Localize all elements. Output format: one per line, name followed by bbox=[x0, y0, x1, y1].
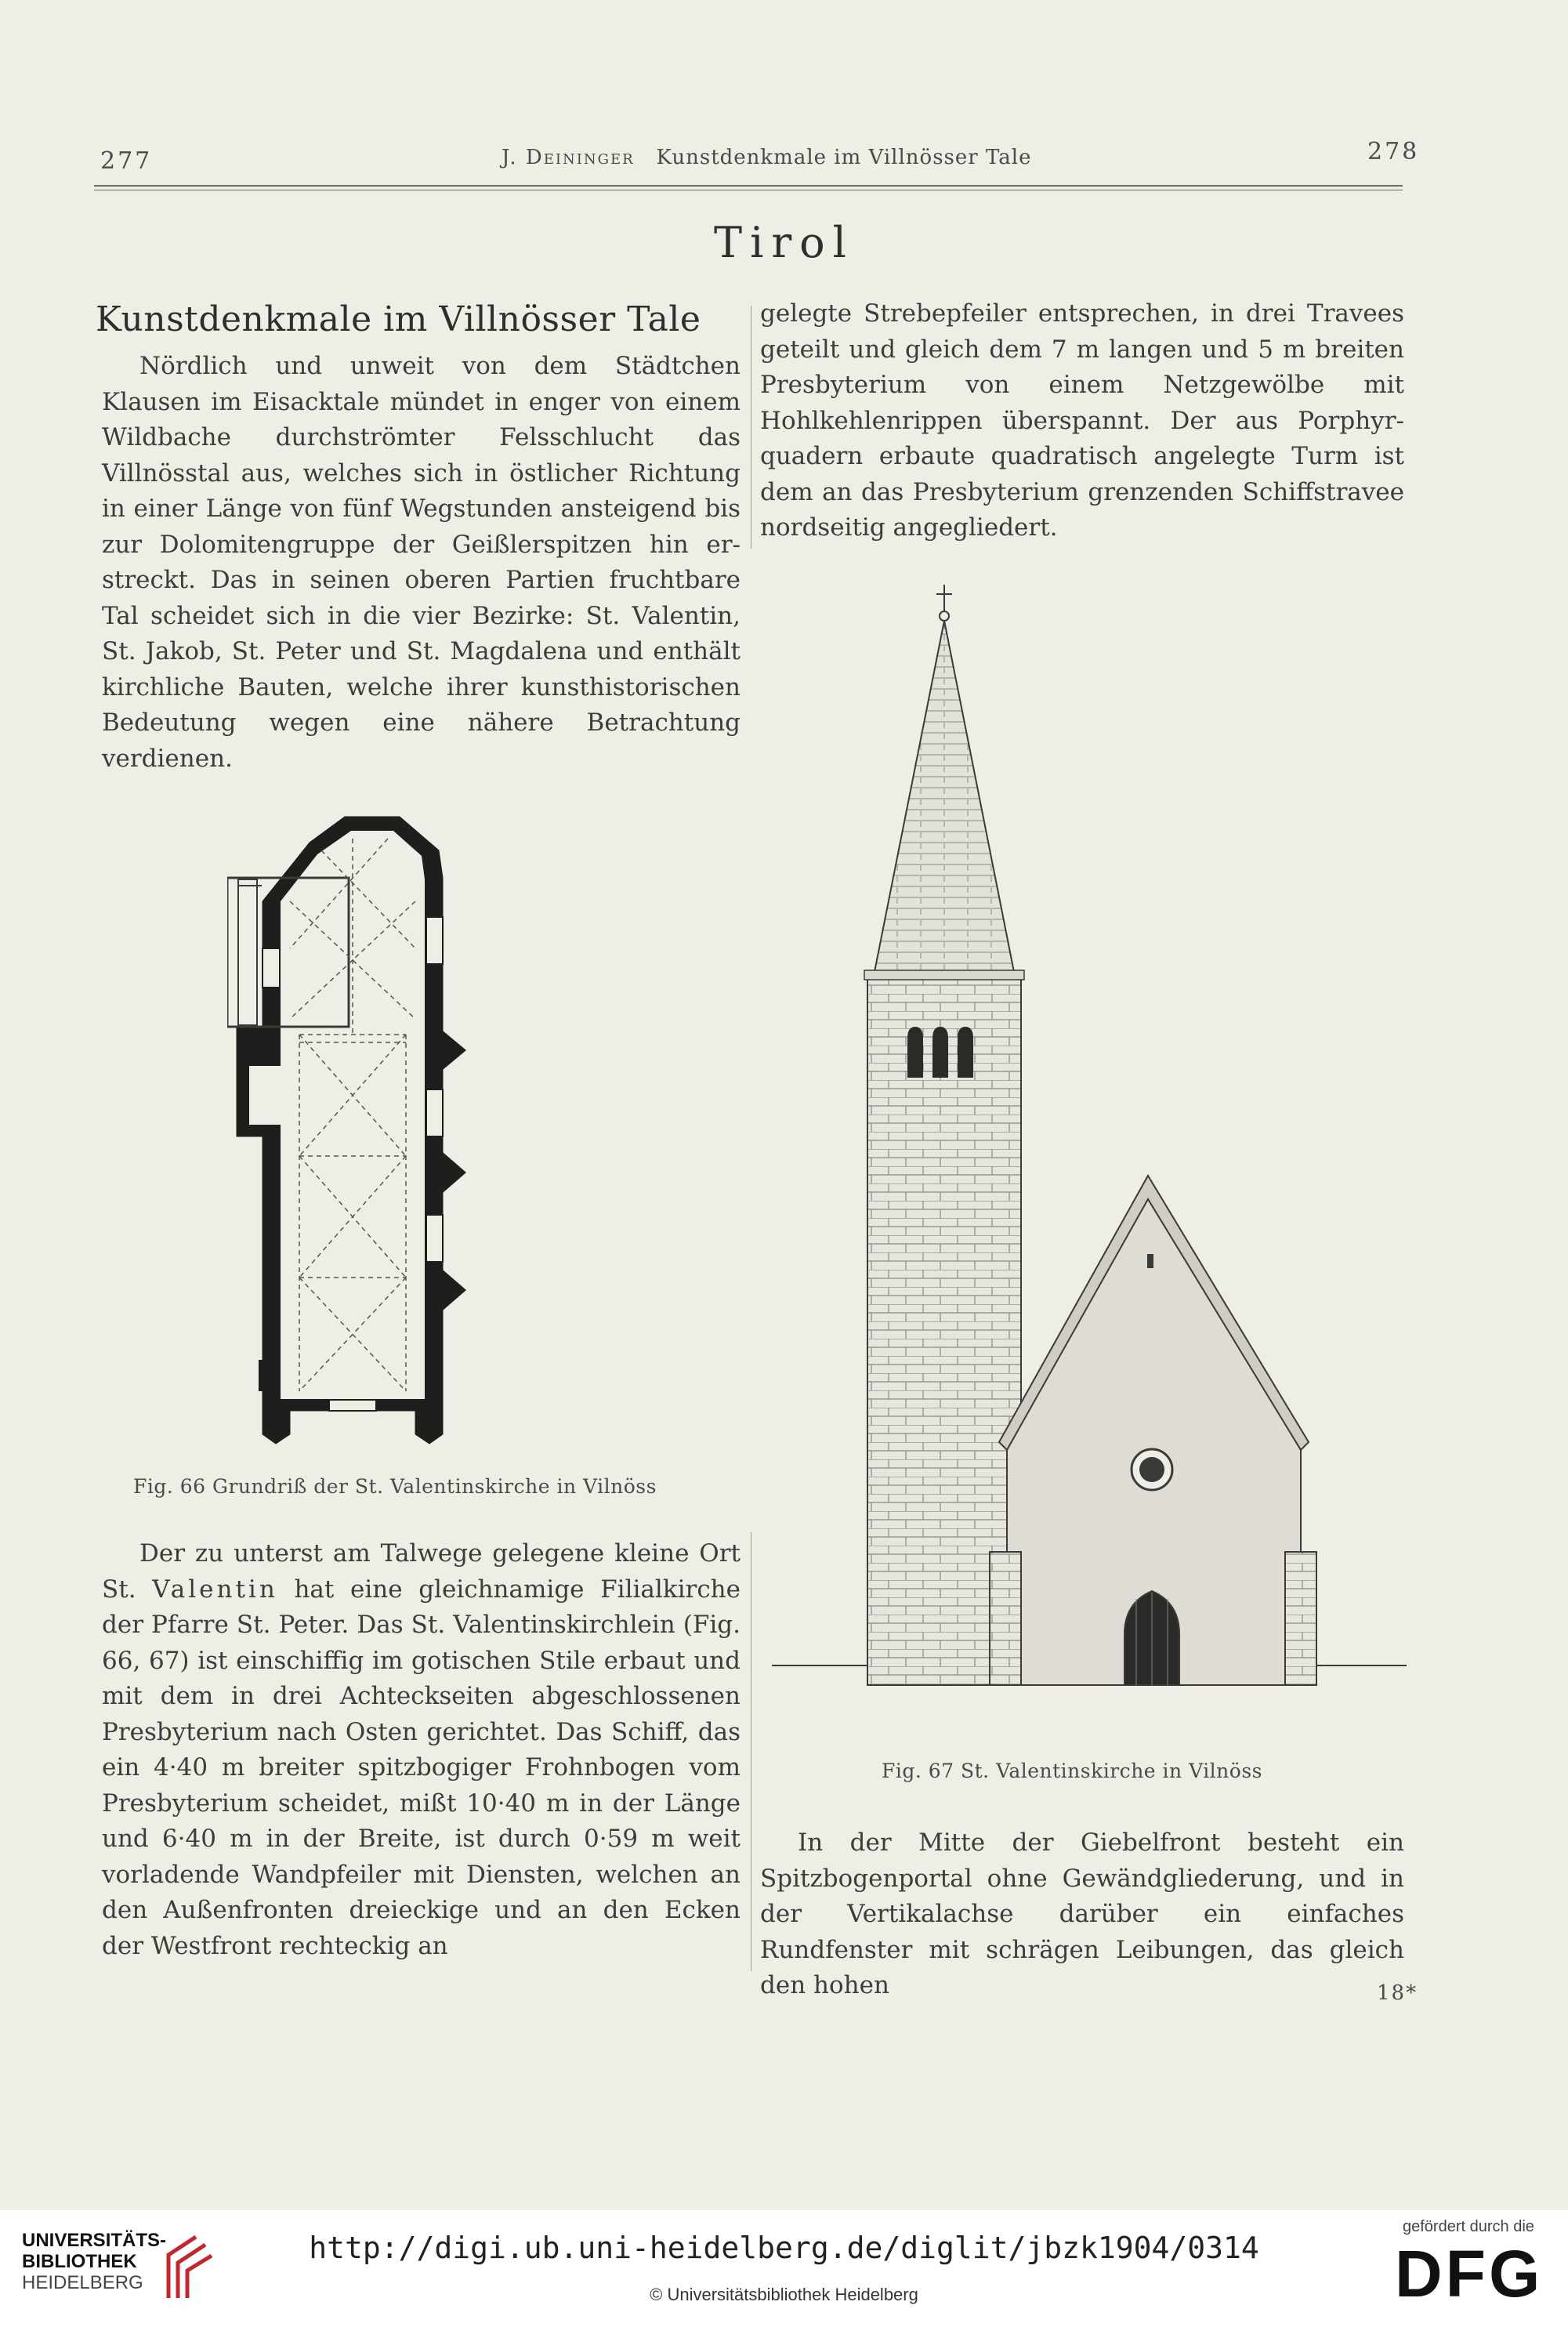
library-line-1: UNIVERSITÄTS- bbox=[22, 2230, 167, 2251]
valentin-paragraph bbox=[102, 1536, 741, 1964]
left-column-bottom bbox=[102, 1536, 741, 1964]
signature-mark: 18* bbox=[1377, 1981, 1418, 2005]
permalink-url[interactable]: http://digi.ub.uni-heidelberg.de/diglit/jbzk1904/0314 bbox=[309, 2231, 1259, 2265]
right-column-bottom bbox=[760, 1825, 1404, 2004]
floor-plan-figure bbox=[227, 807, 650, 1450]
valentin-text-2: hat eine gleichnamige Filialkirche der Pfarre St. Peter. Das St. Valentinskirchlein (Fig. 66, 67) ist einschiffig im gotischen Stile erbaut und mit dem in drei Achteckseiten abgeschlossenen Presbyterium nach Osten gerichtet. Das Schiff, das ein 4·40 m breiter spitzbogiger Frohnbogen vom Presbyterium scheidet, mißt 10·40 m in der Länge und 6·40 m in der Breite, ist durch 0·59 m weit vorladende Wandpfeiler mit Diensten, welchen an den Außenfronten dreieckige und an den Ecken der Westfront rechteckig an bbox=[102, 1575, 741, 1960]
intro-paragraph: Nördlich und unweit von dem Städtchen Klausen im Eisacktale mündet in enger von einem Wildbache durchströmter Felsschlucht das Villnösstal aus, welches sich in östlicher Richtung in einer Länge von fünf Wegstunden ansteigend bis zur Dolomitengruppe der Geißlerspitzen hin erstreckt. Das in seinen oberen Partien fruchtbare Tal scheidet sich in die vier Bezirke: St. Valentin, St. Jakob, St. Peter und St. Magdalena und enthält kirchliche Bauten, welche ihrer kunsthistorischen Bedeutung wegen eine nähere Betrachtung verdienen. bbox=[102, 352, 741, 773]
figure-67-caption: Fig. 67 St. Valentinskirche in Vilnöss bbox=[882, 1760, 1262, 1782]
right-bottom-paragraph: In der Mitte der Giebelfront besteht ein Spitzbogenportal ohne Gewändgliederung, und in der Vertikalachse darüber ein einfaches Rundfenster mit schrägen Leibungen, das gleich den hohen bbox=[760, 1829, 1404, 1999]
library-line-3: HEIDELBERG bbox=[22, 2272, 143, 2293]
running-head-author: J. Deininger bbox=[502, 146, 635, 169]
church-elevation-figure bbox=[768, 580, 1410, 1740]
valentin-text-1: Der zu unterst am Talwege gelegene kleine Ort St. bbox=[102, 1539, 741, 1604]
right-top-paragraph: gelegte Strebepfeiler entsprechen, in drei Travees geteilt und gleich dem 7 m langen und 5 m breiten Presbyterium von einem Netzgewölbe mit Hohlkehlenrippen überspannt. Der aus Porphyrquadern erbaute quadratisch angelegte Turm ist dem an das Presbyterium grenzenden Schiffstravee nordseitig angegliedert. bbox=[760, 299, 1404, 542]
library-line-2: BIBLIOTHEK bbox=[22, 2251, 137, 2272]
page-number-left: 277 bbox=[100, 147, 153, 175]
running-head bbox=[502, 146, 1032, 169]
right-column-top bbox=[760, 296, 1404, 546]
running-head-title: Kunstdenkmale im Villnösser Tale bbox=[656, 146, 1032, 169]
left-column-top bbox=[102, 349, 741, 777]
church-elevation-drawing bbox=[772, 585, 1407, 1685]
header-rule bbox=[94, 185, 1403, 187]
page-number-right: 278 bbox=[1367, 138, 1420, 165]
viewer-footer bbox=[0, 2210, 1568, 2327]
section-title: Tirol bbox=[714, 218, 854, 267]
copyright-notice: © Universitätsbibliothek Heidelberg bbox=[650, 2285, 918, 2304]
article-title: Kunstdenkmale im Villnösser Tale bbox=[96, 299, 701, 339]
funder-label: gefördert durch die bbox=[1403, 2218, 1534, 2235]
valentin-spaced-name: Valentin bbox=[152, 1575, 278, 1604]
dfg-logo[interactable]: DFG bbox=[1395, 2237, 1544, 2311]
floor-plan-drawing bbox=[227, 817, 466, 1444]
figure-66-caption: Fig. 66 Grundriß der St. Valentinskirche in Vilnöss bbox=[133, 1475, 657, 1498]
